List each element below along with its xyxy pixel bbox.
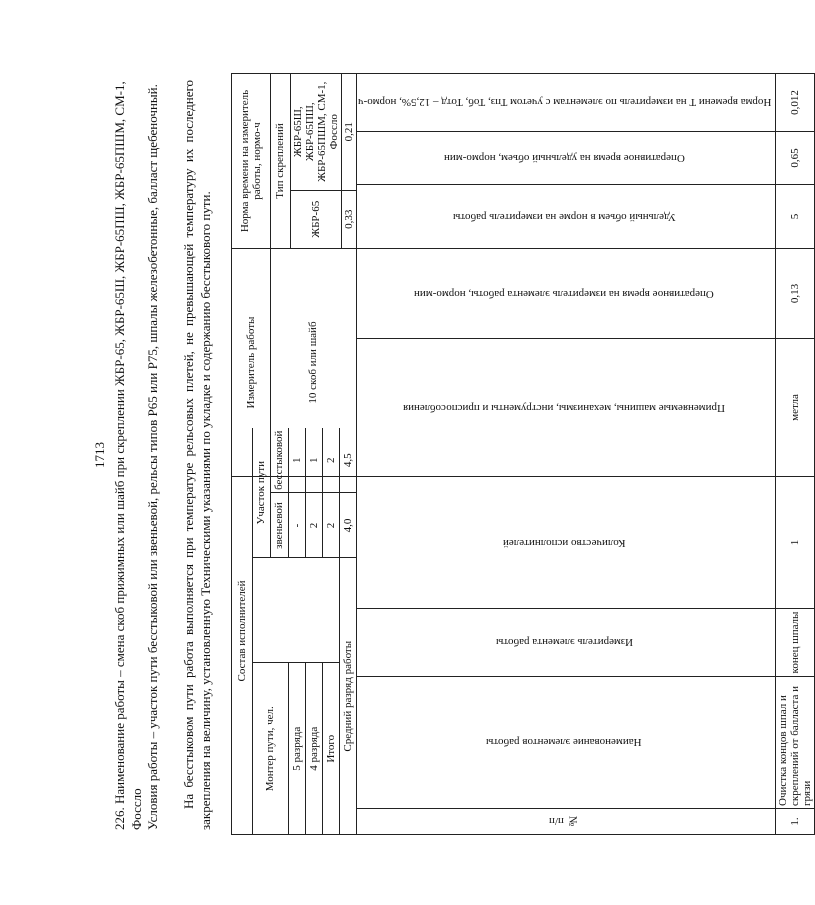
table-row bbox=[775, 73, 814, 834]
crew-block bbox=[232, 430, 357, 835]
norm-table bbox=[231, 73, 815, 835]
norm-val2: 0,21 bbox=[341, 74, 356, 190]
hdr-machines: Применяемые машины, механизмы, инструменты и приспособления bbox=[356, 339, 775, 477]
row-element-meter: конец шпалы bbox=[775, 609, 814, 677]
hdr-num: № п/п bbox=[356, 809, 775, 835]
crew-row-bessty: 4,5 bbox=[339, 428, 355, 493]
crew-header: Состав исполнителей bbox=[232, 428, 252, 834]
crew-row-label: 5 разряда bbox=[288, 663, 305, 834]
crew-row-zven: - bbox=[288, 493, 305, 558]
crew-row-bessty: 1 bbox=[305, 428, 322, 493]
row-unit-volume: 5 bbox=[775, 185, 814, 249]
meter-header: Измеритель работы bbox=[232, 249, 270, 476]
hdr-element-meter: Измеритель элемента работы bbox=[356, 609, 775, 677]
row-op-time-unit: 0,65 bbox=[775, 132, 814, 185]
hdr-name: Наименование элементов работы bbox=[356, 677, 775, 809]
page-number: 1713 bbox=[92, 442, 107, 468]
hdr-op-time-element: Оперативное время на измеритель элемента работы, нормо-мин bbox=[356, 249, 775, 339]
col-zven: звеньевой bbox=[270, 493, 288, 558]
norm-block bbox=[232, 73, 357, 248]
norm-val1: 0,33 bbox=[341, 190, 356, 248]
crew-row-label: 4 разряда bbox=[305, 663, 322, 834]
col-bessty: бесстыковой bbox=[270, 428, 288, 493]
work-title: 226. Наименование работы – смена скоб прижимных или шайб при скреплении ЖБР-65, ЖБР-65Ш, ЖБР-65ПШ, ЖБР-65ПШМ, СМ-1, Фосcло bbox=[112, 81, 144, 830]
row-norm-element: 0,012 bbox=[775, 73, 814, 131]
crew-empty-cell bbox=[252, 558, 339, 663]
work-conditions: Условия работы – участок пути бесстыковой или звеньевой, рельсы типов Р65 или Р75, шпалы железобетонные, балласт щебеночный. bbox=[145, 84, 160, 830]
crew-row-label: Итого bbox=[322, 663, 339, 834]
fastening-type: Тип скреплений bbox=[270, 74, 290, 248]
hdr-norm-element: Норма времени Т на измеритель по элементам с учетом Тпз, Тоб, Тотд – 12,5%, нормо-ч bbox=[356, 73, 775, 131]
meter-block bbox=[232, 249, 357, 477]
work-note: На бесстыковом пути работа выполняется при температуре рельсовых плетей, не превышающей температуру их последнего закрепления на величину, установленную Техническими указаниями по укладке и содержанию бесстыкового пути. bbox=[181, 80, 213, 830]
row-num: 1. bbox=[775, 809, 814, 835]
meter-value: 10 скоб или шайб bbox=[270, 249, 356, 476]
norm-header: Норма времени на измеритель работы, нормо-ч bbox=[232, 74, 270, 248]
crew-role: Монтер пути, чел. bbox=[252, 663, 288, 834]
hdr-op-time-unit: Оперативное время на удельный объем, нормо-мин bbox=[356, 132, 775, 185]
section-header: Участок пути bbox=[252, 428, 270, 558]
norm-col1: ЖБР-65 bbox=[290, 190, 341, 248]
norm-col2: ЖБР-65Ш, ЖБР-65ПШ, ЖБР-65ПШМ, СМ-1, Фосcло bbox=[290, 74, 341, 190]
crew-row-label: Средний разряд работы bbox=[339, 558, 355, 834]
row-op-time-element: 0,13 bbox=[775, 249, 814, 339]
hdr-workers: Количество исполнителей bbox=[356, 477, 775, 609]
row-machines: метла bbox=[775, 339, 814, 477]
hdr-unit-volume: Удельный объем в норме на измеритель работы bbox=[356, 185, 775, 249]
crew-row-zven: 4,0 bbox=[339, 493, 355, 558]
crew-row-zven: 2 bbox=[322, 493, 339, 558]
crew-row-zven: 2 bbox=[305, 493, 322, 558]
row-name: Очистка концов шпал и скреплений от балласта и грязи bbox=[775, 677, 814, 809]
row-workers: 1 bbox=[775, 477, 814, 609]
crew-row-bessty: 2 bbox=[322, 428, 339, 493]
crew-row-bessty: 1 bbox=[288, 428, 305, 493]
